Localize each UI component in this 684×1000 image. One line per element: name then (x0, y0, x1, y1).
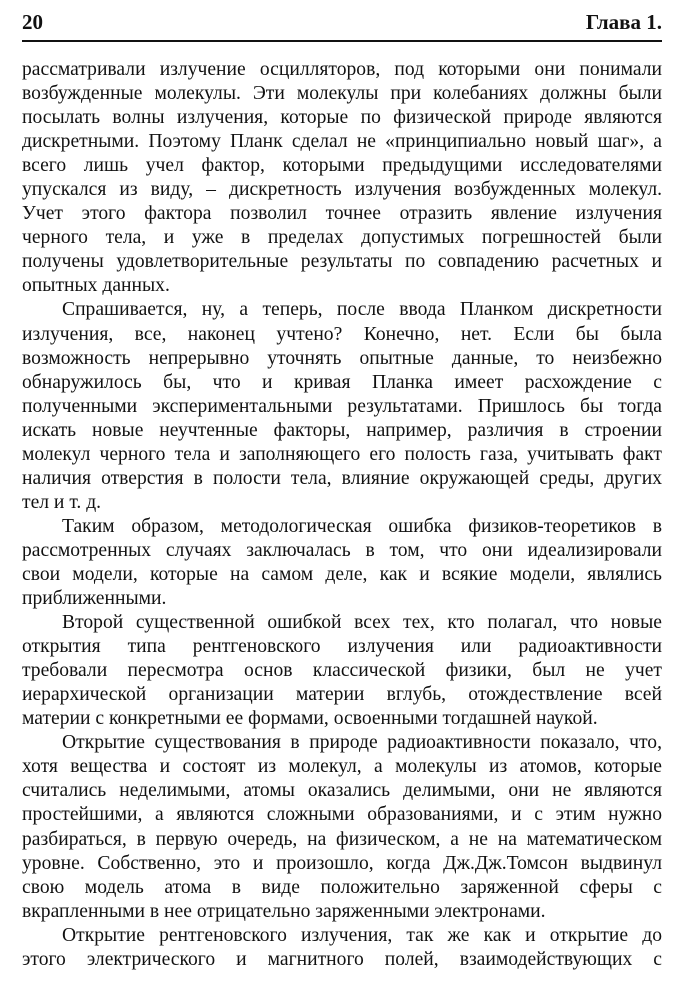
text-line: Таким образом, методологическая ошибка физиков-теоретиков в (62, 515, 662, 537)
text-line: вкрапленными в нее отрицательно заряженными электронами. (22, 900, 546, 922)
text-line: уровне. Собственно, это и произошло, когда Дж.Дж.Томсон выдвинул (22, 852, 662, 874)
text-line: излучения, все, наконец учтено? Конечно, нет. Если бы была (22, 323, 662, 345)
paragraph (22, 611, 662, 731)
text-line: этого электрического и магнитного полей, взаимодействующих с (22, 948, 662, 970)
text-line: черного тела, и уже в пределах допустимых погрешностей были (22, 227, 662, 249)
text-line: посылать волны излучения, которые по физической природе являются (22, 107, 662, 129)
text-line: молекул черного тела и заполняющего его полость газа, учитывать факт (22, 443, 662, 465)
text-line: хотя вещества и состоят из молекул, а молекулы из атомов, которые (22, 756, 662, 778)
text-line: иерархической организации материи вглубь, отождествление всей (22, 684, 662, 706)
text-line: тел и т. д. (22, 491, 102, 513)
text-line: всего лишь учел фактор, которыми предыдущими исследователями (22, 155, 662, 177)
running-header (22, 10, 662, 42)
paragraph (22, 731, 662, 923)
text-line: материи с конкретными ее формами, освоенными тогдашней наукой. (22, 708, 598, 730)
text-line: Открытие рентгеновского излучения, так же как и открытие до (62, 924, 662, 946)
paragraph (22, 924, 662, 972)
text-line: полученными экспериментальными результатами. Пришлось бы тогда (22, 395, 662, 417)
text-line: считались неделимыми, атомы оказались делимыми, они не являются (22, 780, 662, 802)
text-line: Второй существенной ошибкой всех тех, кто полагал, что новые (62, 612, 662, 634)
text-line: упускался из виду, – дискретность излучения возбужденных молекул. (22, 179, 662, 201)
text-line: дискретными. Поэтому Планк сделал не «принципиально новый шаг», а (22, 131, 662, 153)
text-line: Открытие существования в природе радиоактивности показало, что, (62, 732, 662, 754)
paragraph (22, 58, 662, 298)
text-line: возможность непрерывно уточнять опытные данные, то неизбежно (22, 347, 662, 369)
text-line: простейшими, а являются сложными образованиями, и с этим нужно (22, 804, 662, 826)
text-line: Учет этого фактора позволил точнее отразить явление излучения (22, 203, 662, 225)
text-line: обнаружилось бы, что и кривая Планка имеет расхождение с (22, 371, 662, 393)
text-line: свои модели, которые на самом деле, как и всякие модели, являлись (22, 563, 662, 585)
text-line: открытия типа рентгеновского излучения или радиоактивности (22, 636, 662, 658)
text-line: искать новые неучтенные факторы, например, различия в строении (22, 419, 662, 441)
text-line: наличия отверстия в полости тела, влияние окружающей среды, других (22, 467, 662, 489)
text-line: свою модель атома в виде положительно заряженной сферы с (22, 876, 662, 898)
text-line: возбужденные молекулы. Эти молекулы при колебаниях должны были (22, 83, 662, 105)
paragraph (22, 515, 662, 611)
text-line: требовали пересмотра основ классической физики, был не учет (22, 660, 662, 682)
text-line: разбираться, в первую очередь, на физическом, а не на математическом (22, 828, 662, 850)
page-number: 20 (22, 10, 43, 34)
text-line: приближенными. (22, 588, 167, 610)
text-line: получены удовлетворительные результаты по совпадению расчетных и (22, 251, 662, 273)
text-line: рассматривали излучение осцилляторов, под которыми они понимали (22, 59, 662, 80)
text-line: Спрашивается, ну, а теперь, после ввода Планком дискретности (62, 299, 662, 321)
text-line: рассмотренных случаях заключалась в том, что они идеализировали (22, 539, 662, 561)
text-line: опытных данных. (22, 275, 170, 297)
body-text (22, 58, 662, 972)
chapter-title: Глава 1. (585, 10, 662, 34)
paragraph (22, 298, 662, 514)
